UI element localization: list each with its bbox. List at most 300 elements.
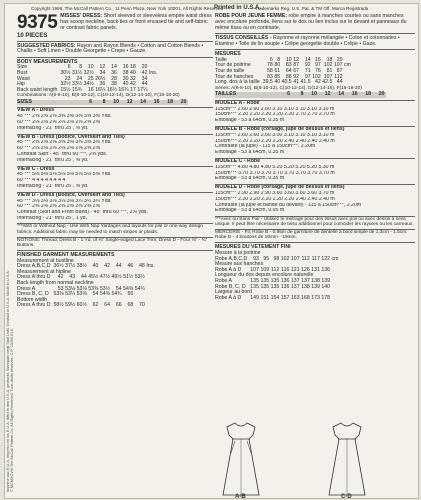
mesure-cell: 83 bbox=[285, 62, 292, 69]
tissus-conseilles bbox=[215, 36, 415, 48]
mesure-fini-cell: 136 bbox=[280, 283, 290, 290]
mesure-fini-row-label: Mesure aux hanches bbox=[215, 261, 264, 268]
finished-measurement-cell: 53⅛ bbox=[76, 285, 87, 292]
modele-yardage: 115cm*** 2.90 2.90 2.90 3.60 3.60 3.60 3.60 3.70 m bbox=[215, 190, 335, 196]
garment-drawings bbox=[183, 419, 419, 499]
pieces-count: 10 PIECES bbox=[17, 33, 48, 39]
mesure-fini-row-label: Largeur au bord bbox=[215, 289, 252, 296]
mesure-fini-cell: 93 bbox=[253, 255, 259, 262]
english-column bbox=[17, 14, 213, 309]
view-yardage: 45"*** 3⅛ 3⅛ 3⅛ 3⅛ 3⅛ 3¼ 3¼ 3¼ Yds. bbox=[17, 198, 112, 204]
body-measurement-cell: 40 bbox=[130, 69, 136, 76]
finished-measurement-row-label: Dress A thru D bbox=[17, 274, 51, 281]
modele-yardage: Entoilage - 53 à 64cm, 0.35 m bbox=[215, 118, 285, 124]
mercerie: MERCERIE - Fil; Robe B - 0.95m de garniture de dentelle à bord simple de 1.3cm - 1.5cm. Robe D - 4 boutons de 16mm - 19mm. bbox=[215, 229, 408, 241]
finished-measurement-cell: 49½ bbox=[111, 274, 122, 281]
size-cell: 16 bbox=[153, 98, 160, 105]
mesures-title: MESURES bbox=[215, 50, 241, 57]
body-measurement-cell: 18 bbox=[130, 64, 136, 71]
body-measurement-cell: 20 bbox=[141, 64, 148, 71]
mesure-fini-cell: 173 bbox=[311, 294, 320, 301]
mesure-fini-row bbox=[215, 296, 340, 302]
mesure-cell: 44 bbox=[336, 79, 343, 86]
body-measurement-row-label: Waist bbox=[17, 75, 30, 82]
nap-note: ***With or Without Nap - Use With Nap Yardages and layouts for pile or one-way design fabrics. Additional fabric may be needed to match stripes or plaids. bbox=[17, 224, 203, 235]
body-measurement-cell: 42 bbox=[130, 81, 136, 88]
finished-title: FINISHED GARMENT MEASUREMENTS bbox=[17, 251, 115, 258]
finished-measurement-cell: 51½ bbox=[123, 274, 134, 281]
mesure-fini-cell: 135 bbox=[250, 283, 259, 290]
tissus-text: Rayonne et rayonne mélangée • Coton et cotonnades • Étamine • Toile de lin souple • Crêpe georgette double • Crêpe • Gaze. bbox=[215, 34, 400, 47]
body-measurement-cell: 40 bbox=[122, 81, 129, 88]
finished-measurement-cell: 46 bbox=[127, 263, 134, 270]
finished-measurement-cell: 53⅜ bbox=[76, 291, 87, 298]
view-yardage: 45"*** 2⅜ 2⅜ 2⅜ 3⅜ 3⅜ 3⅜ 3⅜ 3⅜ Yds. bbox=[17, 114, 112, 120]
trademark-line: Trademarks Reg. U.S. Pat. & TM Off. Marca Registrada bbox=[255, 6, 369, 11]
combinations: Combinations: A(6-8-10), B(8-10-12), C(10-12-14), D(12-14-16), F(16-18-20) bbox=[17, 93, 180, 99]
dress-back-view-ab bbox=[223, 423, 259, 495]
poil-note: ***Avec ou Sans Poil - Utilisez le métrage pour des tissus avec poil ou avec dessin à sens unique. Il peut être nécessaire de tissu additionnel pour coïncider les rayures ou les carreaux. bbox=[215, 216, 414, 227]
mesure-fini-cell bbox=[332, 296, 340, 302]
body-measurement-cell: 15½ bbox=[60, 86, 71, 93]
mesure-cell: 16 bbox=[314, 56, 321, 63]
body-measurement-cell: 36 bbox=[111, 69, 117, 76]
body-measurement-cell: 16¾ bbox=[118, 86, 129, 93]
body-measurements-title: BODY MEASUREMENTS bbox=[17, 58, 78, 65]
size-cell: 14 bbox=[338, 91, 344, 98]
size-cell: 18 bbox=[365, 91, 371, 98]
body-measurement-row-label: Bust bbox=[17, 69, 28, 76]
mesure-fini-row-label: Robe A à D bbox=[215, 266, 242, 273]
mesure-fini-cell: 107 bbox=[290, 255, 300, 262]
mesure-fini-row-label: Mesure à la poitrine bbox=[215, 250, 261, 257]
modele-yardage: Entoilage - 53 à 64cm, 0.35 m bbox=[215, 176, 285, 182]
mesure-cell: 83 bbox=[267, 73, 273, 80]
mesure-cell: 88 bbox=[285, 73, 292, 80]
finished-measurement-row-label: Back length from normal neckline bbox=[17, 280, 94, 286]
mesure-fini-cell: 135 bbox=[260, 277, 270, 284]
mesure-fini-cell: 151 bbox=[260, 294, 270, 301]
mesure-fini-cell: 138 bbox=[301, 283, 310, 290]
finished-measurement-cell: 54⅜ bbox=[123, 285, 134, 292]
body-measurements-table bbox=[17, 65, 159, 93]
size-cell: 10 bbox=[113, 98, 119, 105]
size-cell: 12 bbox=[126, 98, 133, 105]
modele-title: MODELE C - Robe bbox=[215, 158, 260, 164]
modele-yardage: Contraste (la jupe) - 115 à 150cm***, 2.20m bbox=[215, 144, 316, 150]
size-cell: 6 bbox=[89, 98, 92, 105]
mesure-cell: 97 bbox=[304, 73, 311, 80]
mesure-cell: 107 bbox=[333, 62, 343, 69]
finished-measurement-cell: 59½ bbox=[65, 302, 76, 309]
mesure-fini-cell: 140 bbox=[321, 283, 331, 290]
suggested-fabrics bbox=[17, 44, 213, 56]
finished-measurement-cell: 54¾ bbox=[134, 285, 145, 292]
mesure-fini-cell: 137 bbox=[290, 277, 300, 284]
modele-block bbox=[215, 126, 415, 156]
view-yardage: 45"*** 5⅛ 5⅛ 5⅛ 5⅛ 5⅛ 5⅛ 5⅛ 5⅝ Yds. bbox=[17, 172, 112, 178]
mesure-cell: cm bbox=[344, 62, 351, 69]
mesure-fini-row-label: Robe A bbox=[215, 277, 233, 284]
mesure-cell: 41 bbox=[293, 79, 299, 86]
mesure-row-label: Long. dos à la taille bbox=[215, 79, 260, 86]
finished-measurement-cell: 58½ bbox=[53, 302, 64, 309]
mesure-fini-cell: 112 bbox=[301, 255, 310, 262]
mesure-cell: 97 bbox=[314, 62, 321, 69]
modele-yardage: 115cm*** 2.60 2.60 2.60 3.00 3.10 3.10 3.10 3.10 m bbox=[215, 132, 335, 138]
modele-title: MODELE A - Robe bbox=[215, 100, 260, 106]
robe-text: robe empire à manches courtes ou sans manches avec encolure profonde, liens sur le dos ou lien inclus sur le devant et panneaux du même tissu ou en contraste. bbox=[215, 13, 407, 31]
finished-measurement-cell: 60½ bbox=[76, 302, 87, 309]
finished-measurement-cell: 53 bbox=[57, 285, 64, 292]
modele-yardage: 115cm*** 2.60 2.60 2.60 3.10 3.10 3.10 3.10 3.10 m bbox=[215, 106, 335, 112]
view-yardage: Interfacing - 21" thru 25", ⅜ yd. bbox=[17, 125, 89, 131]
mesure-fini-cell: cm bbox=[331, 255, 339, 262]
mesure-cell: 39.5 bbox=[262, 79, 273, 86]
mesure-fini-cell: 136 bbox=[321, 266, 331, 273]
mesure-cell: 92 bbox=[293, 73, 299, 80]
view-yardage: 60"*** 2⅛ 2⅛ 2⅛ 2⅛ 2⅛ 2⅛ 2⅝ 2⅝ bbox=[17, 146, 100, 152]
mesure-cell: 85 bbox=[274, 73, 281, 80]
body-measurement-cell: 12 bbox=[99, 64, 106, 71]
mesure-cell: 42.5 bbox=[322, 79, 333, 86]
mesure-fini-row-label: Robe A,B,C,D bbox=[215, 255, 248, 262]
sizes-header bbox=[17, 100, 188, 106]
finished-measurement-cell bbox=[146, 303, 156, 309]
mesure-fini-cell: 137 bbox=[301, 277, 310, 284]
size-cell: 8 bbox=[102, 98, 106, 105]
view-block bbox=[17, 134, 213, 164]
mesure-row bbox=[215, 80, 352, 86]
french-column bbox=[215, 14, 415, 301]
body-measurement-row-label: Hip bbox=[17, 81, 25, 88]
mesure-fini-cell: 138 bbox=[311, 277, 320, 284]
modele-block bbox=[215, 184, 415, 214]
view-yardage: 60"*** 2⅜ 2⅜ 2⅜ 2⅜ 2⅜ 2⅝ 2⅝ 2⅝ bbox=[17, 204, 100, 210]
notions: NOTIONS: Thread; Dress B - 1 Yd. of ⅜" Single-edged Lace Trim; Dress D - Four ⅝" - ¾" Buttons. bbox=[17, 237, 208, 248]
finished-measurement-row bbox=[17, 303, 156, 309]
mesure-fini-cell: 178 bbox=[321, 294, 331, 301]
modele-yardage: 150cm*** 2.20 2.20 2.20 2.20 2.20 2.40 2.40 2.40 m bbox=[215, 196, 335, 202]
view-yardage: Contrast Skirt - 45" thru 60"***, 2⅜ yds. bbox=[17, 151, 108, 157]
mesure-cell: 58 bbox=[267, 67, 273, 74]
finished-measurement-row-label: Measurement at bustline bbox=[17, 257, 74, 264]
mesure-fini-cell: 98 bbox=[273, 255, 280, 262]
mesure-fini-cell: 126 bbox=[301, 266, 310, 273]
mesure-cell: 18 bbox=[326, 56, 333, 63]
mesure-fini-cell: 102 bbox=[280, 255, 290, 262]
finished-measurement-cell: 42 bbox=[57, 274, 64, 281]
finished-measurement-cell: 54 bbox=[92, 291, 99, 298]
finished-measurement-cell: 54⅜ bbox=[99, 291, 110, 298]
mesure-cell: 102 bbox=[312, 73, 321, 80]
description-text: Short sleeved or sleeveless empire waist dress has scoop neckline, back ties or front encased tie and self-fabric or contrast fabric panels. bbox=[60, 13, 212, 31]
figure-label-ab: A-B bbox=[235, 494, 246, 499]
mesure-fini-cell: 135 bbox=[250, 277, 259, 284]
fabrics-title: SUGGESTED FABRICS: bbox=[17, 42, 76, 49]
finished-measurement-cell: 53⅛ bbox=[65, 285, 76, 292]
view-yardage: Contrast (Skirt and Front Band) - 45" thru 60"***, 2⅞ yds. bbox=[17, 210, 148, 216]
dress-description bbox=[60, 14, 213, 39]
body-measurement-cell: 10 bbox=[87, 64, 94, 71]
modele-title: MODELE B - Robe (corsage, jupe de dessus et liens) bbox=[215, 126, 345, 132]
finished-measurement-cell: 43 bbox=[69, 274, 76, 281]
body-measurement-cell: 14 bbox=[111, 64, 117, 71]
view-block bbox=[17, 192, 213, 222]
modele-yardage: Contraste (la jupe et bande du devant) - 115 à 150cm***, 2.20m bbox=[215, 202, 362, 208]
mesure-cell: 81 bbox=[326, 67, 333, 74]
body-measurement-cell: 33½ bbox=[71, 81, 83, 88]
tissus-title: TISSUS CONSEILLÉS - bbox=[215, 34, 272, 41]
view-block bbox=[17, 166, 213, 190]
size-cell: 18 bbox=[167, 98, 173, 105]
modele-yardage: 150cm*** 2.20 2.20 2.20 2.20 2.40 2.40 2.40 2.40 m bbox=[215, 138, 335, 144]
finished-measurement-cell bbox=[146, 287, 156, 293]
mesure-fini-cell: 112 bbox=[270, 266, 280, 273]
body-measurement-cell: 34 bbox=[99, 69, 106, 76]
finished-measurement-cell: 45½ bbox=[88, 274, 99, 281]
finished-measurement-cell: 36½ bbox=[53, 263, 64, 270]
finished-measurement-cell: 48 bbox=[139, 263, 145, 270]
mesure-cell: 40.5 bbox=[281, 79, 292, 86]
finished-measurement-cell: 53¼ bbox=[65, 291, 76, 298]
mesure-fini-cell: 139 bbox=[321, 277, 331, 284]
side-legal-text: Imprimé aux E.U.A. Impreso en los E.U.A. Wird in den U.S.A. gedruckt. Stampato negli Stati Uniti. Gedrukt in U.S.A. Made in U.S.A. bbox=[6, 270, 10, 492]
copyright-line: Copyright 1998, The McCall Pattern Co., 11 Penn Plaza, New York 10001, All Rights Reserved bbox=[31, 6, 224, 11]
view-title: VIEW B - Dress (Bodice, Overskirt and Ties) bbox=[17, 134, 125, 140]
body-measurement-cell: 16 bbox=[87, 86, 94, 93]
finished-measurement-row-label: Measurement at hipline bbox=[17, 268, 71, 275]
body-measurement-cell: 38 bbox=[111, 81, 117, 88]
mesure-fini-row-label: Robe B, C, D bbox=[215, 283, 246, 290]
mesure-fini-cell: 154 bbox=[270, 294, 280, 301]
size-cell: 6 bbox=[287, 91, 290, 98]
body-measurement-cell: 30 bbox=[122, 75, 129, 82]
finished-measurement-cell: 62 bbox=[92, 302, 99, 309]
mesure-fini-cell: 157 bbox=[280, 294, 290, 301]
body-measurement-cell: 17¼ bbox=[137, 86, 148, 93]
body-measurement-cell: 42 bbox=[141, 69, 148, 76]
mesure-cell: 71 bbox=[304, 67, 311, 74]
finished-measurement-cell: 64 bbox=[104, 302, 110, 309]
finished-measurements-table bbox=[17, 259, 156, 309]
modele-yardage: 150cm*** 2.20 2.20 2.20 2.20 2.20 2.70 2.70 2.70 m bbox=[215, 112, 335, 118]
figure-label-cd: C-D bbox=[341, 494, 352, 499]
finished-measurement-cell: 38½ bbox=[76, 263, 87, 270]
series: Séries: A(6-8-10), B(8-10-12), C(10-12-14), D(12-14-16), F(16-18-20) bbox=[215, 85, 362, 91]
robe-title: ROBE POUR JEUNE FEMME: bbox=[215, 13, 288, 19]
view-yardage: Interfacing - 21" thru 25", ⅜ yd. bbox=[17, 157, 89, 163]
body-measurement-cell: 32½ bbox=[83, 69, 94, 76]
body-measurement-row-label: Size bbox=[17, 64, 28, 71]
body-measurement-cell: 30½ bbox=[60, 69, 71, 76]
mesure-cell: 10 bbox=[285, 56, 292, 63]
mesure-fini-cell: 149 bbox=[250, 294, 259, 301]
finished-measurement-cell: 44 bbox=[81, 274, 87, 281]
mesures-table bbox=[215, 58, 352, 86]
mesure-cell: 41.5 bbox=[300, 79, 311, 86]
printed-in: Printed in U.S.A. bbox=[214, 5, 262, 11]
size-cell: 12 bbox=[324, 91, 331, 98]
size-cell: 10 bbox=[311, 91, 317, 98]
body-measurement-cell: 15¾ bbox=[71, 86, 83, 93]
mesure-cell: 87 bbox=[336, 67, 343, 74]
mesure-cell: 78 bbox=[267, 62, 273, 69]
finished-measurement-cell: 66 bbox=[115, 302, 122, 309]
mesure-cell: 102 bbox=[323, 62, 333, 69]
mesure-cell: 80 bbox=[274, 62, 281, 69]
mesure-cell: 87 bbox=[293, 62, 299, 69]
body-measurement-row-label: Back waist length bbox=[17, 86, 58, 93]
view-title: VIEW A - Dress bbox=[17, 108, 55, 114]
body-measurement-cell: 26½ bbox=[95, 75, 106, 82]
dress-back-view-cd bbox=[329, 423, 365, 495]
finished-measurement-cell: 47½ bbox=[99, 274, 110, 281]
finished-measurement-cell: 53½ bbox=[134, 274, 145, 281]
view-title: VIEW D - Dress (Bodice, Overskirt and Ties) bbox=[17, 192, 125, 198]
size-cell: 8 bbox=[300, 91, 304, 98]
body-measurement-cell: 32½ bbox=[60, 81, 71, 88]
mesure-fini-cell: 117 bbox=[311, 255, 320, 262]
robe-description bbox=[215, 14, 415, 31]
pattern-number: 9375 bbox=[17, 12, 58, 33]
mesure-cell: 61 bbox=[274, 67, 281, 74]
finished-measurement-cell: 68 bbox=[127, 302, 134, 309]
body-measurement-cell: Ins. bbox=[148, 69, 158, 76]
pattern-envelope-back bbox=[4, 3, 419, 499]
tailles-header bbox=[215, 92, 386, 98]
view-yardage: Interfacing - 21" thru 25", 1 yd. bbox=[17, 215, 88, 221]
size-cell: 20 bbox=[378, 91, 385, 98]
finished-measurement-cell: 37½ bbox=[65, 263, 76, 270]
modele-block bbox=[215, 100, 415, 124]
mesure-cell: 112 bbox=[334, 73, 343, 80]
body-measurement-cell: 16 bbox=[122, 64, 129, 71]
finished-measurement-row-label: Dress A thru D bbox=[17, 302, 51, 309]
finished-measurement-cell: 70 bbox=[139, 302, 145, 309]
mesure-cell: 92 bbox=[304, 62, 311, 69]
body-measurement-cell: 24 bbox=[76, 75, 83, 82]
mesure-fini-row-label: Longueur du dos depuis encolure naturelle bbox=[215, 272, 314, 279]
finished-measurement-cell: 42 bbox=[104, 263, 110, 270]
body-measurement-cell: 6 bbox=[67, 64, 71, 71]
body-measurement-cell: 23 bbox=[64, 75, 71, 82]
body-measurement-cell: 32 bbox=[130, 75, 136, 82]
finished-measurement-cell: 53½ bbox=[99, 285, 110, 292]
mesure-fini-cell: 168 bbox=[301, 294, 310, 301]
mesure-row-label: Tour de hanches bbox=[215, 73, 254, 80]
mesure-fini-cell: 136 bbox=[280, 277, 290, 284]
body-measurement-cell: 28 bbox=[111, 75, 117, 82]
mesure-cell: 8 bbox=[277, 56, 281, 63]
mesure-cell: 6 bbox=[269, 56, 273, 63]
body-measurement-cell: 8 bbox=[79, 64, 83, 71]
mesure-fini-cell: 137 bbox=[290, 283, 300, 290]
body-measurement-cell: 34 bbox=[141, 75, 148, 82]
body-measurement-cell: 44 bbox=[141, 81, 148, 88]
mesure-cell: 64 bbox=[285, 67, 292, 74]
mesure-cell: 14 bbox=[304, 56, 311, 63]
view-yardage: Interfacing - 21" thru 25", ⅜ yd. bbox=[17, 183, 89, 189]
body-measurement-cell: 17 bbox=[130, 86, 136, 93]
body-measurement-cell: 25 bbox=[87, 75, 94, 82]
mesure-fini-cell: 135 bbox=[270, 277, 280, 284]
body-measurement-cell: 31½ bbox=[71, 69, 83, 76]
body-measurement-cell: 34½ bbox=[83, 81, 94, 88]
mesure-row-label: Tour de taille bbox=[215, 67, 245, 74]
body-measurement-cell: 36 bbox=[99, 81, 106, 88]
mesure-fini-cell: 116 bbox=[281, 266, 290, 273]
mesure-fini-cell: 122 bbox=[321, 255, 331, 262]
finished-measurement-cell: 55 bbox=[127, 291, 134, 298]
body-measurement-cell: 16½ bbox=[106, 86, 117, 93]
finished-measurement-cell: 53⅜ bbox=[88, 285, 99, 292]
modele-yardage: Entoilage - 53 à 64cm, 0.95 m bbox=[215, 208, 285, 214]
mesure-fini-cell: 109 bbox=[260, 266, 270, 273]
size-cell: 20 bbox=[180, 98, 187, 105]
mesure-row-label: Tour de poitrine bbox=[215, 62, 251, 69]
view-yardage: 60"*** 4 4 4 4 4 4 4 4 bbox=[17, 178, 66, 184]
finished-measurement-cell: Ins. bbox=[146, 263, 155, 270]
mesure-fini-cell: 163 bbox=[290, 294, 300, 301]
side-text-left bbox=[5, 22, 14, 492]
finished-measurement-cell: 40 bbox=[92, 263, 99, 270]
mesure-cell: 67 bbox=[293, 67, 299, 74]
modele-title: MODELE D - Robe (corsage, jupe de dessus et liens) bbox=[215, 185, 345, 191]
mesure-fini-row-label: Robe A à D bbox=[215, 294, 242, 301]
mesure-fini-cell: 121 bbox=[290, 266, 300, 273]
mesure-cell: 42 bbox=[314, 79, 321, 86]
body-measurement-cell: 38 bbox=[122, 69, 129, 76]
modele-yardage: Entoilage - 53 à 64cm, 0.35 m bbox=[215, 150, 285, 156]
vetement-fini-title: MESURES DU VETEMENT FINI bbox=[215, 244, 291, 251]
finished-measurement-cell: 53⅛ bbox=[53, 291, 64, 298]
vetement-fini-table bbox=[215, 251, 340, 301]
sizes-label: TAILLES bbox=[215, 91, 237, 98]
finished-measurement-cell: 54¾ bbox=[111, 291, 122, 298]
mesure-cell: 12 bbox=[293, 56, 299, 63]
view-yardage: 60"*** 2⅛ 2⅛ 2⅛ 2⅛ 2⅛ 2⅛ 2⅝ 2⅝ bbox=[17, 119, 100, 125]
finished-measurement-row-label: Dress A bbox=[17, 285, 36, 292]
mesure-cell: 40 bbox=[274, 79, 281, 86]
mesure-fini-cell: 95 bbox=[263, 255, 270, 262]
mesure-cell: 20 bbox=[336, 56, 343, 63]
fabrics-text: Rayon and Rayon Blends • Cotton and Cotton Blends • Challis • Soft Linen • Double Georgette • Crepe • Gauze. bbox=[17, 42, 204, 55]
side-copyright-text: © MCMXCVIII The McCall Pattern Co. All Rights Reserved. Tous droits réservés. C.P. 03400 ELS bbox=[10, 328, 14, 492]
mesure-fini-cell: 135 bbox=[270, 283, 280, 290]
view-title: VIEW C - Dress bbox=[17, 166, 55, 172]
size-cell: 14 bbox=[140, 98, 146, 105]
finished-measurement-row-label: Bottom width bbox=[17, 296, 47, 303]
mesure-fini-cell: 107 bbox=[250, 266, 259, 273]
view-block bbox=[17, 107, 213, 131]
mesure-cell: 107 bbox=[323, 73, 333, 80]
mesure-cell: 76 bbox=[314, 67, 321, 74]
description-title: MISSES' DRESS: bbox=[60, 13, 103, 19]
sizes-label: SIZES bbox=[17, 98, 32, 105]
finished-measurement-cell: 44 bbox=[115, 263, 122, 270]
modele-block bbox=[215, 158, 415, 182]
modele-yardage: 150cm*** 3.70 3.70 3.70 3.70 3.70 3.70 3.70 3.70 m bbox=[215, 170, 335, 176]
finished-measurement-cell: 54 bbox=[115, 285, 122, 292]
view-yardage: 45"*** 2⅜ 2⅜ 2⅜ 3⅜ 3⅜ 3⅜ 3⅜ 3⅜ Yds. bbox=[17, 140, 112, 146]
size-cell: 16 bbox=[351, 91, 358, 98]
mesure-fini-cell: 139 bbox=[311, 283, 320, 290]
finished-measurement-row-label: Dress B, C, D bbox=[17, 291, 49, 298]
modele-yardage: 115cm*** 4.80 4.80 4.80 5.20 5.20 5.20 5.20 5.30 m bbox=[215, 164, 335, 170]
mesure-fini-cell: 131 bbox=[311, 266, 320, 273]
finished-measurement-row-label: Dress A,B,C,D bbox=[17, 263, 51, 270]
